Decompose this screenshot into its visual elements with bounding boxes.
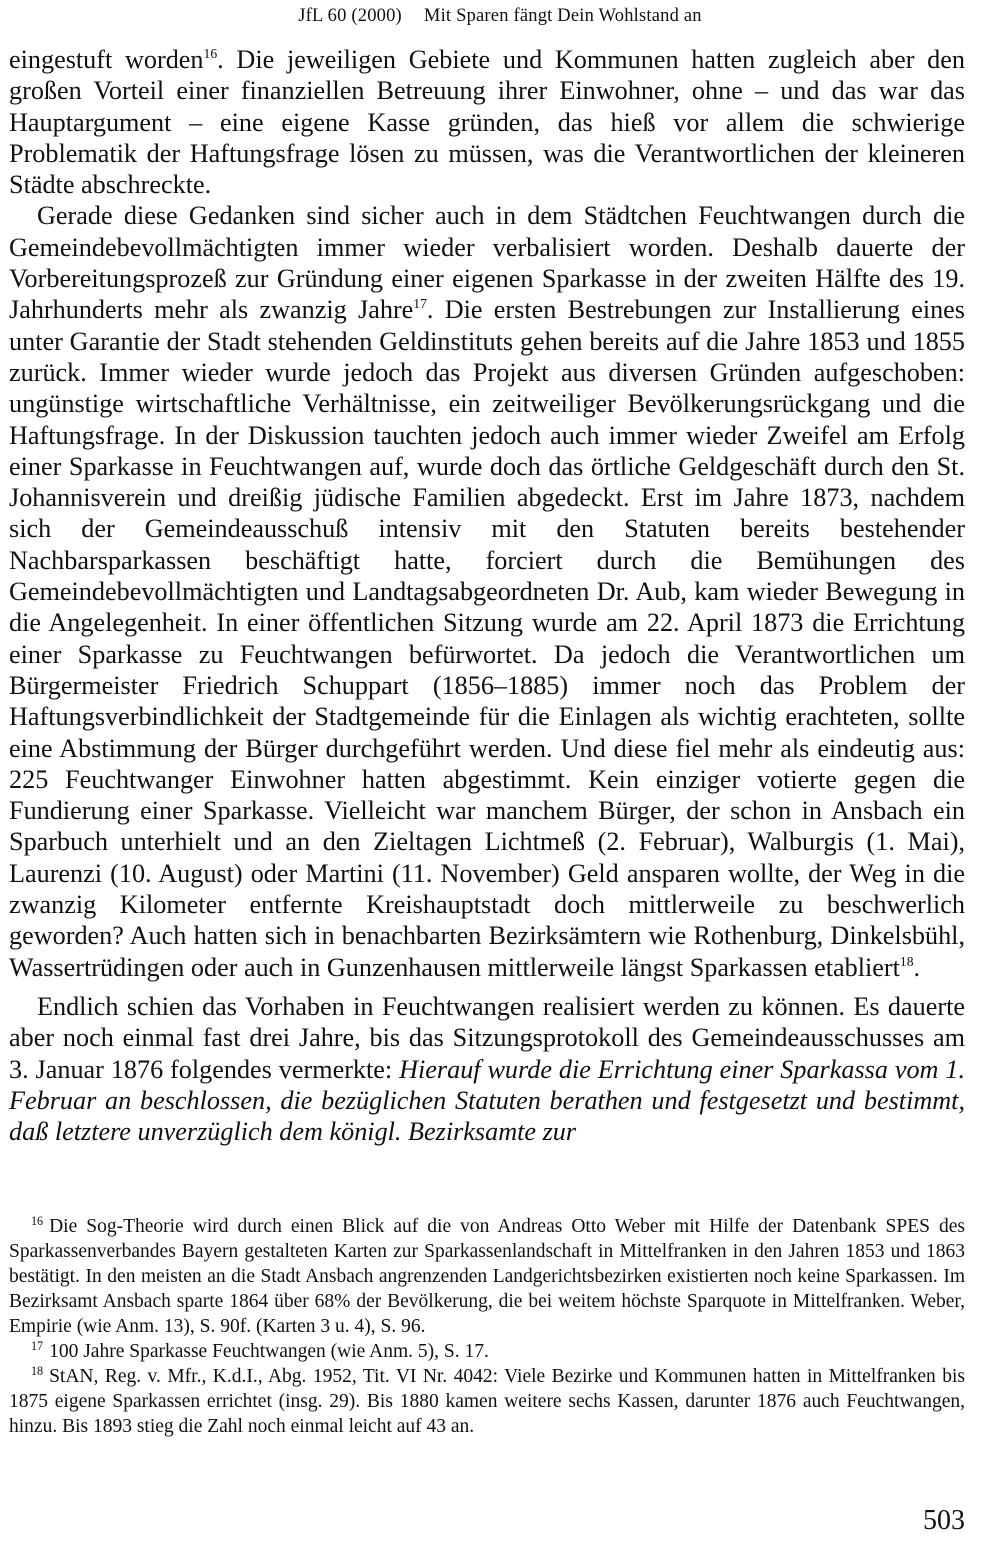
paragraph-3-text-a: Endlich schien das Vorhaben in Feuchtwangen realisiert werden zu können. Es dauerte aber noch einmal fast drei Jahre, bis das Sitzungsprotokoll des Gemeindeausschusses am 3. Januar 1876 folgendes vermerkte: (9, 991, 965, 1084)
paragraph-1 (9, 44, 965, 200)
footnote-text: 100 Jahre Sparkasse Feuchtwangen (wie Anm. 5), S. 17. (49, 1341, 489, 1362)
footnote-ref-16: 16 (203, 46, 218, 62)
footnote-text: StAN, Reg. v. Mfr., K.d.I., Abg. 1952, Tit. VI Nr. 4042: Viele Bezirke und Kommunen hatten in Mittelfranken bis 1875 eigene Sparkassen errichtet (insg. 29). Bis 1880 kamen weitere sechs Kassen, darunter 1876 auch Feuchtwangen, hinzu. Bis 1893 stieg die Zahl noch einmal leicht auf 43 an. (9, 1366, 965, 1437)
footnote-number: 18 (31, 1364, 44, 1379)
paragraph-2-text-b: . Die ersten Bestrebungen zur Installierung eines unter Garantie der Stadt stehenden Geldinstituts gehen bereits auf die Jahre 1853 und 1855 zurück. Immer wieder wurde jedoch das Projekt aus diversen Gründen aufgeschoben: ungünstige wirtschaftliche Verhältnisse, ein zeitweiliger Bevölkerungsrückgang und die Haftungsfrage. In der Diskussion tauchten jedoch auch immer wieder Zweifel am Erfolg einer Sparkasse in Feuchtwangen auf, wurde doch das örtliche Geldgeschäft durch den St. Johannisverein und dreißig jüdische Familien abgedeckt. Erst im Jahre 1873, nachdem sich der Gemeindeausschuß intensiv mit den Statuten bereits bestehender Nachbarsparkassen beschäftigt hatte, forciert durch die Bemühungen des Gemeindebevollmächtigten und Landtagsabgeordneten Dr. Aub, kam wieder Bewegung in die Angelegenheit. In einer öffentlichen Sitzung wurde am 22. April 1873 die Errichtung einer Sparkasse zu Feuchtwangen befürwortet. Da jedoch die Verantwortlichen um Bürgermeister Friedrich Schuppart (1856–1885) immer noch das Problem der Haftungsverbindlichkeit der Stadtgemeinde für die Einlagen als wichtig erachteten, sollte eine Abstimmung der Bürger durchgeführt werden. Und diese fiel mehr als eindeutig aus: 225 Feuchtwanger Einwohner hatten abgestimmt. Kein einziger votierte gegen die Fundierung einer Sparkasse. Vielleicht war manchem Bürger, der schon in Ansbach ein Sparbuch unterhielt und an den Zieltagen Lichtmeß (2. Februar), Walburgis (1. Mai), Laurenzi (10. August) oder Martini (11. November) Geld ansparen wollte, der Weg in die zwanzig Kilometer entfernte Kreishauptstadt doch mittlerweile zu beschwerlich geworden? Auch hatten sich in benachbarten Bezirksämtern wie Rothenburg, Dinkelsbühl, Wassertrüdingen oder auch in Gunzenhausen mittlerweile längst Sparkassen etabliert (9, 295, 965, 982)
main-text (9, 44, 965, 1147)
footnote-ref-17: 17 (413, 296, 427, 312)
footnotes (9, 1214, 965, 1439)
footnote-ref-18: 18 (899, 953, 914, 969)
footnote-text: Die Sog-Theorie wird durch einen Blick auf die von Andreas Otto Weber mit Hilfe der Datenbank SPES des Sparkassenverbandes Bayern gestalteten Karten zur Sparkassenlandschaft in Mittelfranken in den Jahren 1853 und 1863 bestätigt. In den meisten an die Stadt Ansbach angrenzenden Landgerichtsbezirken existierten noch keine Sparkassen. Im Bezirksamt Ansbach sparte 1864 über 68% der Bevölkerung, die bei weitem höchste Sparquote in Mittelfranken. Weber, Empirie (wie Anm. 13), S. 90f. (Karten 3 u. 4), S. 96. (9, 1216, 965, 1337)
paragraph-2-text-a: Gerade diese Gedanken sind sicher auch in dem Städtchen Feuchtwangen durch die Gemeindebevollmächtigten immer wieder verbalisiert worden. Deshalb dauerte der Vorbereitungsprozeß zur Gründung einer eigenen Sparkasse in der zweiten Hälfte des 19. Jahrhunderts mehr als zwanzig Jahre (9, 201, 965, 325)
footnote-number: 16 (31, 1214, 44, 1229)
running-head (0, 6, 1000, 27)
paragraph-2-text-c: . (913, 952, 921, 982)
protocol-quote: Hierauf wurde die Errichtung einer Sparkassa vom 1. Februar an beschlossen, die bezüglichen Statuten berathen und festgesetzt und bestimmt, daß letztere unverzüglich dem königl. Bezirksamte zur (9, 1054, 966, 1147)
footnote-16 (9, 1214, 965, 1339)
paragraph-2 (9, 200, 965, 982)
paragraph-1-text-b: . Die jeweiligen Gebiete und Kommunen hatten zugleich aber den großen Vorteil einer finanziellen Betreuung ihrer Einwohner, ohne – und das war das Hauptargument – eine eigene Kasse gründen, das hieß vor allem die schwierige Problematik der Haftungsfrage lösen zu müssen, was die Verantwortlichen der kleineren Städte abschreckte. (9, 45, 965, 200)
paragraph-3 (9, 991, 965, 1147)
page-number: 503 (923, 1505, 965, 1536)
article-title: Mit Sparen fängt Dein Wohlstand an (423, 6, 702, 26)
footnote-number: 17 (31, 1339, 44, 1354)
journal-reference: JfL 60 (2000) (298, 6, 402, 26)
paragraph-1-text-a: eingestuft worden (9, 45, 204, 74)
footnote-17 (9, 1339, 965, 1364)
footnote-18 (9, 1364, 965, 1439)
